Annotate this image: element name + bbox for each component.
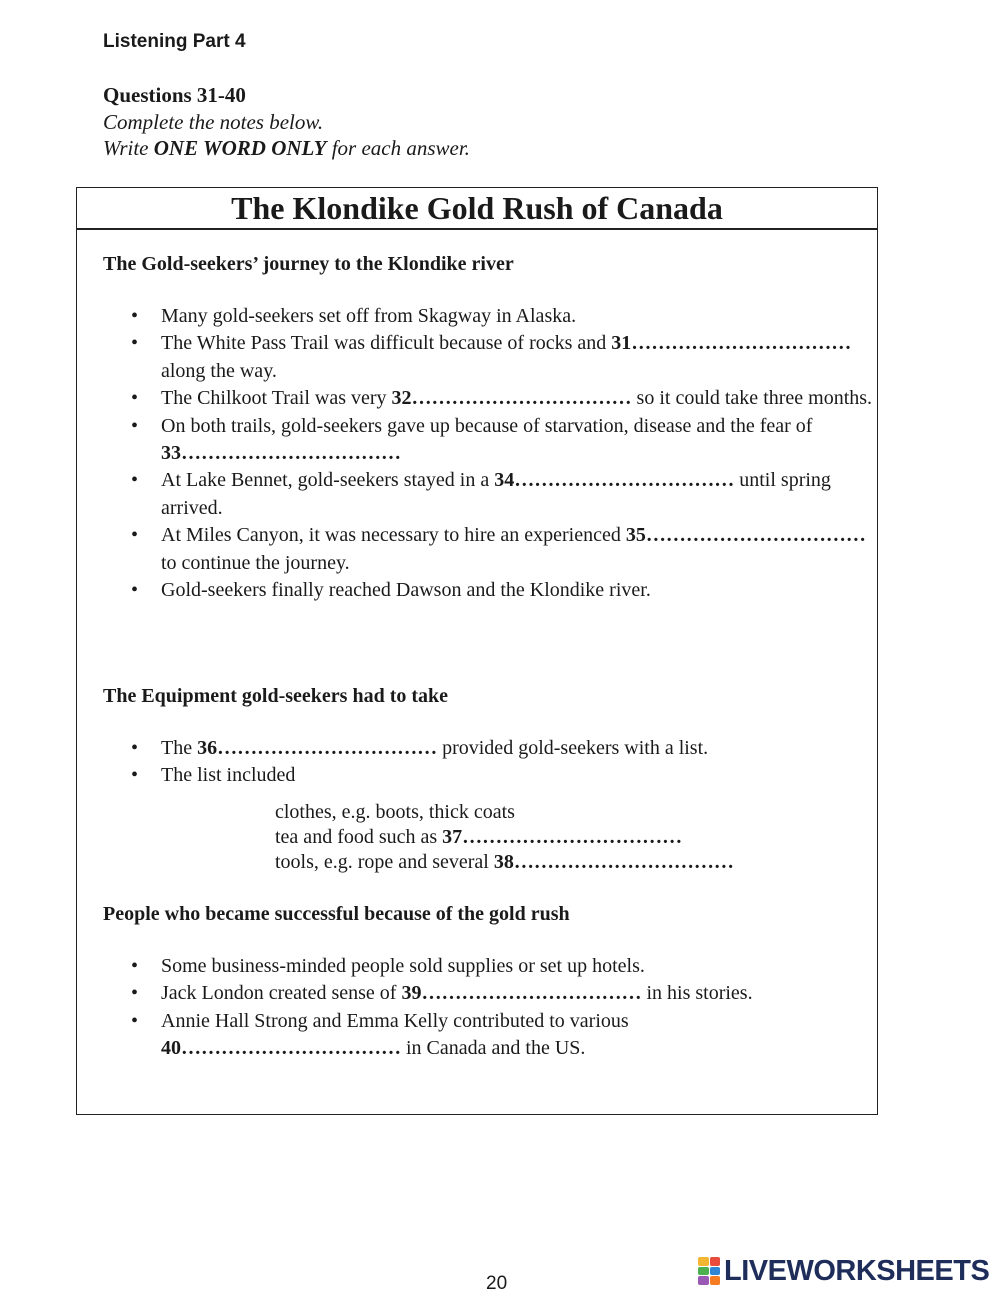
note-text: along the way. <box>161 359 277 382</box>
sublist-item <box>275 800 734 825</box>
questions-title: Questions 31-40 <box>103 83 246 107</box>
logo-tile <box>698 1267 709 1276</box>
note-text: The Chilkoot Trail was very <box>161 387 392 410</box>
list-item <box>77 1008 873 1063</box>
logo-tile <box>710 1267 721 1276</box>
answer-blank: …………………………… <box>217 737 438 759</box>
instruction-line-1: Complete the notes below. <box>103 109 324 134</box>
bullet-icon: • <box>131 332 139 355</box>
list-item <box>77 303 873 330</box>
note-text: in Canada and the US. <box>401 1037 586 1060</box>
question-number: 36 <box>197 737 218 759</box>
list-item <box>77 385 873 412</box>
liveworksheets-logo-icon <box>698 1257 720 1285</box>
list-item <box>77 413 873 468</box>
answer-blank: …………………………… <box>645 524 866 547</box>
part-title: Listening Part 4 <box>103 31 246 52</box>
equipment-sublist <box>275 800 734 875</box>
instruction-line-2 <box>103 135 470 162</box>
section-heading-journey: The Gold-seekers’ journey to the Klondike river <box>103 253 514 275</box>
note-text: Annie Hall Strong and Emma Kelly contributed to various <box>161 1009 629 1032</box>
bullet-icon: • <box>131 469 139 492</box>
bullet-icon: • <box>131 737 139 759</box>
bullet-icon: • <box>131 524 139 547</box>
question-number: 40 <box>161 1037 181 1060</box>
logo-tile <box>698 1257 709 1266</box>
logo-text: LIVEWORKSHEETS <box>724 1254 990 1287</box>
answer-blank: …………………………… <box>514 469 735 492</box>
question-number: 32 <box>391 387 412 410</box>
list-item <box>77 953 873 980</box>
bullet-icon: • <box>131 579 139 602</box>
answer-blank: …………………………… <box>181 1037 401 1060</box>
logo-tile <box>710 1257 721 1266</box>
note-text: clothes, e.g. boots, thick coats <box>275 801 515 823</box>
answer-blank: …………………………… <box>513 851 734 873</box>
answer-blank: …………………………… <box>421 982 642 1005</box>
bullet-icon: • <box>131 387 139 410</box>
question-number: 39 <box>401 982 422 1005</box>
bullet-icon: • <box>131 414 139 437</box>
logo-tile <box>698 1276 709 1285</box>
instruction-text: for each answer. <box>326 136 470 160</box>
answer-blank: …………………………… <box>631 332 852 355</box>
answer-blank: …………………………… <box>462 826 683 848</box>
answer-blank: …………………………… <box>411 387 632 410</box>
equipment-notes <box>77 735 873 790</box>
question-number: 37 <box>442 826 463 848</box>
note-text: provided gold-seekers with a list. <box>437 737 709 759</box>
instruction-emphasis: ONE WORD ONLY <box>153 136 327 160</box>
note-text: The White Pass Trail was difficult because of rocks and <box>161 332 612 355</box>
bullet-icon: • <box>131 982 139 1005</box>
question-number: 31 <box>611 332 632 355</box>
note-text: The <box>161 737 198 759</box>
bullet-icon: • <box>131 305 139 327</box>
note-text: so it could take three months. <box>631 387 873 410</box>
journey-notes <box>77 303 873 604</box>
sublist-item <box>275 825 734 850</box>
note-text: tea and food such as <box>275 826 443 848</box>
logo-tile <box>710 1276 721 1285</box>
note-text: At Lake Bennet, gold-seekers stayed in a <box>161 469 495 492</box>
list-item <box>77 980 873 1007</box>
people-notes <box>77 953 873 1063</box>
note-text: Jack London created sense of <box>161 982 402 1005</box>
sublist-item <box>275 850 734 875</box>
list-item <box>77 522 873 577</box>
note-text: to continue the journey. <box>161 551 350 574</box>
note-text: On both trails, gold-seekers gave up because of starvation, disease and the fear of <box>161 414 813 437</box>
liveworksheets-logo <box>698 1255 989 1287</box>
note-text: Gold-seekers finally reached Dawson and the Klondike river. <box>161 579 651 602</box>
note-text: in his stories. <box>641 982 753 1005</box>
question-number: 38 <box>493 851 514 873</box>
answer-blank: …………………………… <box>181 442 401 465</box>
notes-title: The Klondike Gold Rush of Canada <box>77 188 877 230</box>
section-heading-people: People who became successful because of the gold rush <box>103 903 570 925</box>
section-heading-equipment: The Equipment gold-seekers had to take <box>103 685 449 707</box>
note-text: The list included <box>161 764 296 787</box>
list-item <box>77 577 873 604</box>
note-text: Some business-minded people sold supplies or set up hotels. <box>161 955 645 977</box>
bullet-icon: • <box>131 764 139 787</box>
list-item <box>77 467 873 522</box>
list-item <box>77 330 873 385</box>
note-text: At Miles Canyon, it was necessary to hire an experienced <box>161 524 626 547</box>
notes-box <box>76 187 878 1115</box>
question-number: 33 <box>161 442 181 465</box>
bullet-icon: • <box>131 1009 139 1032</box>
instruction-text: Write <box>103 136 154 160</box>
bullet-icon: • <box>131 955 139 977</box>
questions-header <box>103 82 470 162</box>
question-number: 34 <box>494 469 515 492</box>
list-item <box>77 762 873 789</box>
note-text: until spring arrived. <box>161 469 831 519</box>
page-number: 20 <box>486 1273 508 1294</box>
note-text: Many gold-seekers set off from Skagway in Alaska. <box>161 305 577 327</box>
list-item <box>77 735 873 762</box>
note-text: tools, e.g. rope and several <box>275 851 494 873</box>
question-number: 35 <box>625 524 646 547</box>
